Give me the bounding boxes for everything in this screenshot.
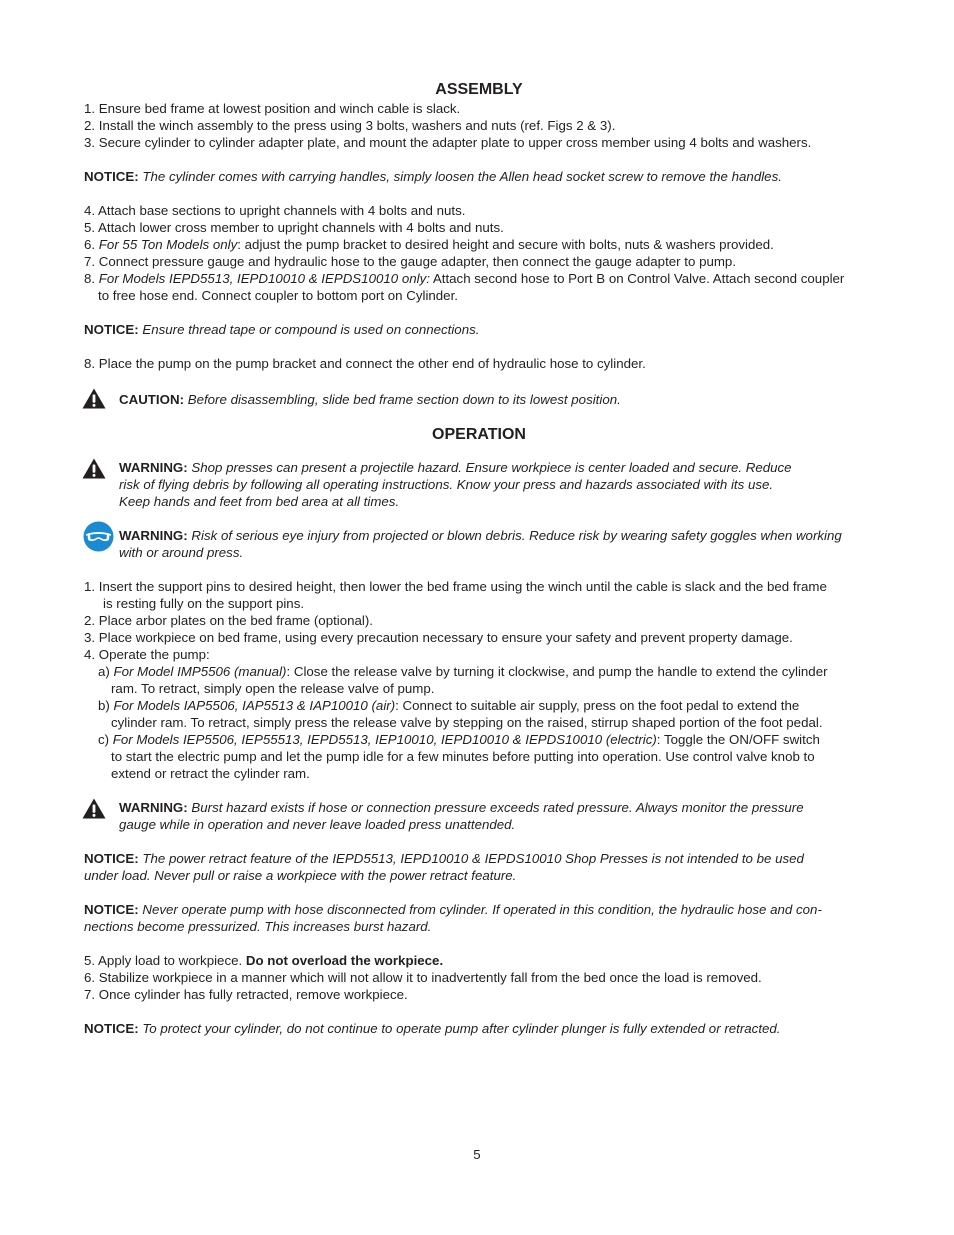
warning-line-1 bbox=[119, 459, 874, 476]
assembly-step-6 bbox=[84, 236, 874, 253]
warning-label: WARNING: bbox=[119, 528, 188, 543]
notice-text: To protect your cylinder, do not continue to operate pump after cylinder plunger is fully extended or retracted. bbox=[138, 1021, 781, 1036]
substep-text: : Connect to suitable air supply, press on the foot pedal to extend the bbox=[395, 698, 800, 713]
notice-label: NOTICE: bbox=[84, 169, 139, 184]
notice-label: NOTICE: bbox=[84, 322, 139, 337]
operation-step-7: 7. Once cylinder has fully retracted, remove workpiece. bbox=[84, 987, 408, 1002]
assembly-step-2: 2. Install the winch assembly to the press using 3 bolts, washers and nuts (ref. Figs 2 & 3). bbox=[84, 118, 616, 133]
warning-burst-hazard bbox=[84, 799, 874, 833]
warning-projectile bbox=[84, 459, 874, 510]
operation-substep-c-continued-2: extend or retract the cylinder ram. bbox=[111, 766, 310, 781]
step-emphasis: Do not overload the workpiece. bbox=[245, 953, 444, 968]
warning-line-2: with or around press. bbox=[119, 545, 244, 560]
substep-text: : Toggle the ON/OFF switch bbox=[656, 732, 820, 747]
operation-heading: OPERATION bbox=[432, 426, 526, 443]
substep-letter: c) bbox=[98, 732, 113, 747]
assembly-step-1: 1. Ensure bed frame at lowest position and winch cable is slack. bbox=[84, 101, 461, 116]
assembly-step-8 bbox=[84, 270, 874, 287]
notice-text: Never operate pump with hose disconnected from cylinder. If operated in this condition, the hydraulic hose and con- bbox=[138, 902, 822, 917]
operation-step-3: 3. Place workpiece on bed frame, using every precaution necessary to ensure your safety and prevent property damage. bbox=[84, 630, 793, 645]
substep-letter: a) bbox=[98, 664, 114, 679]
operation-substep-b bbox=[84, 697, 874, 714]
step-model-note: For Models IEPD5513, IEPD10010 & IEPDS10010 only: bbox=[98, 271, 430, 286]
notice-text: The power retract feature of the IEPD5513, IEPD10010 & IEPDS10010 Shop Presses is not intended to be used bbox=[138, 851, 804, 866]
warning-line-1 bbox=[119, 527, 874, 544]
manual-page bbox=[84, 80, 874, 1037]
step-number: 6. bbox=[84, 237, 99, 252]
caution-disassembling bbox=[84, 388, 874, 409]
operation-substep-a bbox=[84, 663, 874, 680]
step-number: 8. bbox=[84, 271, 99, 286]
substep-model-note: For Model IMP5506 (manual) bbox=[113, 664, 287, 679]
notice-label: NOTICE: bbox=[84, 1021, 139, 1036]
step-text: : adjust the pump bracket to desired height and secure with bolts, nuts & washers provided. bbox=[237, 237, 774, 252]
operation-step-5 bbox=[84, 952, 874, 969]
notice-power-retract-continued: under load. Never pull or raise a workpiece with the power retract feature. bbox=[84, 868, 517, 883]
warning-label: WARNING: bbox=[119, 800, 188, 815]
notice-power-retract bbox=[84, 850, 874, 867]
step-text: 5. Apply load to workpiece. bbox=[84, 953, 246, 968]
substep-model-note: For Models IEP5506, IEP55513, IEPD5513, IEP10010, IEPD10010 & IEPDS10010 (electric) bbox=[112, 732, 657, 747]
operation-substep-b-continued: cylinder ram. To retract, simply press the release valve by stepping on the raised, stirrup shaped portion of the foot pedal. bbox=[111, 715, 823, 730]
operation-substep-c-continued-1: to start the electric pump and let the pump idle for a few minutes before putting into operation. Use control valve knob to bbox=[111, 749, 815, 764]
caution-label: CAUTION: bbox=[119, 392, 184, 407]
operation-step-2: 2. Place arbor plates on the bed frame (optional). bbox=[84, 613, 374, 628]
page-number: 5 bbox=[473, 1147, 481, 1162]
warning-text: Risk of serious eye injury from projected or blown debris. Reduce risk by wearing safety goggles when working bbox=[187, 528, 842, 543]
assembly-step-8-continued: to free hose end. Connect coupler to bottom port on Cylinder. bbox=[98, 288, 458, 303]
warning-line-3: Keep hands and feet from bed area at all times. bbox=[119, 494, 400, 509]
assembly-step-8b: 8. Place the pump on the pump bracket and connect the other end of hydraulic hose to cylinder. bbox=[84, 356, 646, 371]
notice-thread-tape bbox=[84, 321, 874, 338]
assembly-step-4: 4. Attach base sections to upright channels with 4 bolts and nuts. bbox=[84, 203, 466, 218]
safety-goggles-icon bbox=[83, 521, 114, 552]
warning-triangle-icon bbox=[82, 798, 106, 819]
notice-carrying-handles bbox=[84, 168, 874, 185]
notice-label: NOTICE: bbox=[84, 902, 139, 917]
warning-line-2: risk of flying debris by following all operating instructions. Know your press and hazards associated with its use. bbox=[119, 477, 774, 492]
operation-step-4: 4. Operate the pump: bbox=[84, 647, 210, 662]
notice-text: The cylinder comes with carrying handles, simply loosen the Allen head socket screw to remove the handles. bbox=[138, 169, 782, 184]
warning-label: WARNING: bbox=[119, 460, 188, 475]
step-text: Attach second hose to Port B on Control Valve. Attach second coupler bbox=[429, 271, 845, 286]
assembly-step-7: 7. Connect pressure gauge and hydraulic hose to the gauge adapter, then connect the gauge adapter to pump. bbox=[84, 254, 737, 269]
operation-step-1: 1. Insert the support pins to desired height, then lower the bed frame using the winch until the cable is slack and the bed frame bbox=[84, 579, 827, 594]
assembly-step-5: 5. Attach lower cross member to upright channels with 4 bolts and nuts. bbox=[84, 220, 504, 235]
caution-text: Before disassembling, slide bed frame section down to its lowest position. bbox=[184, 392, 621, 407]
substep-text: : Close the release valve by turning it clockwise, and pump the handle to extend the cylinder bbox=[286, 664, 828, 679]
operation-substep-a-continued: ram. To retract, simply open the release valve of pump. bbox=[111, 681, 435, 696]
notice-text: Ensure thread tape or compound is used on connections. bbox=[138, 322, 480, 337]
step-model-note: For 55 Ton Models only bbox=[98, 237, 238, 252]
warning-line-2: gauge while in operation and never leave loaded press unattended. bbox=[119, 817, 516, 832]
warning-eye-injury bbox=[84, 527, 874, 561]
warning-text: Shop presses can present a projectile hazard. Ensure workpiece is center loaded and secure. Reduce bbox=[187, 460, 792, 475]
warning-triangle-icon bbox=[82, 458, 106, 479]
warning-triangle-icon bbox=[82, 388, 106, 409]
assembly-step-3: 3. Secure cylinder to cylinder adapter plate, and mount the adapter plate to upper cross member using 4 bolts and washers. bbox=[84, 135, 812, 150]
substep-letter: b) bbox=[98, 698, 114, 713]
notice-hose-disconnected bbox=[84, 901, 874, 918]
operation-step-1-continued: is resting fully on the support pins. bbox=[103, 596, 305, 611]
notice-label: NOTICE: bbox=[84, 851, 139, 866]
warning-line-1 bbox=[119, 799, 874, 816]
notice-protect-cylinder bbox=[84, 1020, 874, 1037]
operation-substep-c bbox=[84, 731, 874, 748]
operation-step-6: 6. Stabilize workpiece in a manner which will not allow it to inadvertently fall from the bed once the load is removed. bbox=[84, 970, 762, 985]
substep-model-note: For Models IAP5506, IAP5513 & IAP10010 (air) bbox=[113, 698, 396, 713]
caution-line bbox=[119, 391, 874, 408]
notice-hose-disconnected-continued: nections become pressurized. This increases burst hazard. bbox=[84, 919, 432, 934]
warning-text: Burst hazard exists if hose or connection pressure exceeds rated pressure. Always monitor the pressure bbox=[187, 800, 804, 815]
assembly-heading: ASSEMBLY bbox=[435, 81, 523, 98]
